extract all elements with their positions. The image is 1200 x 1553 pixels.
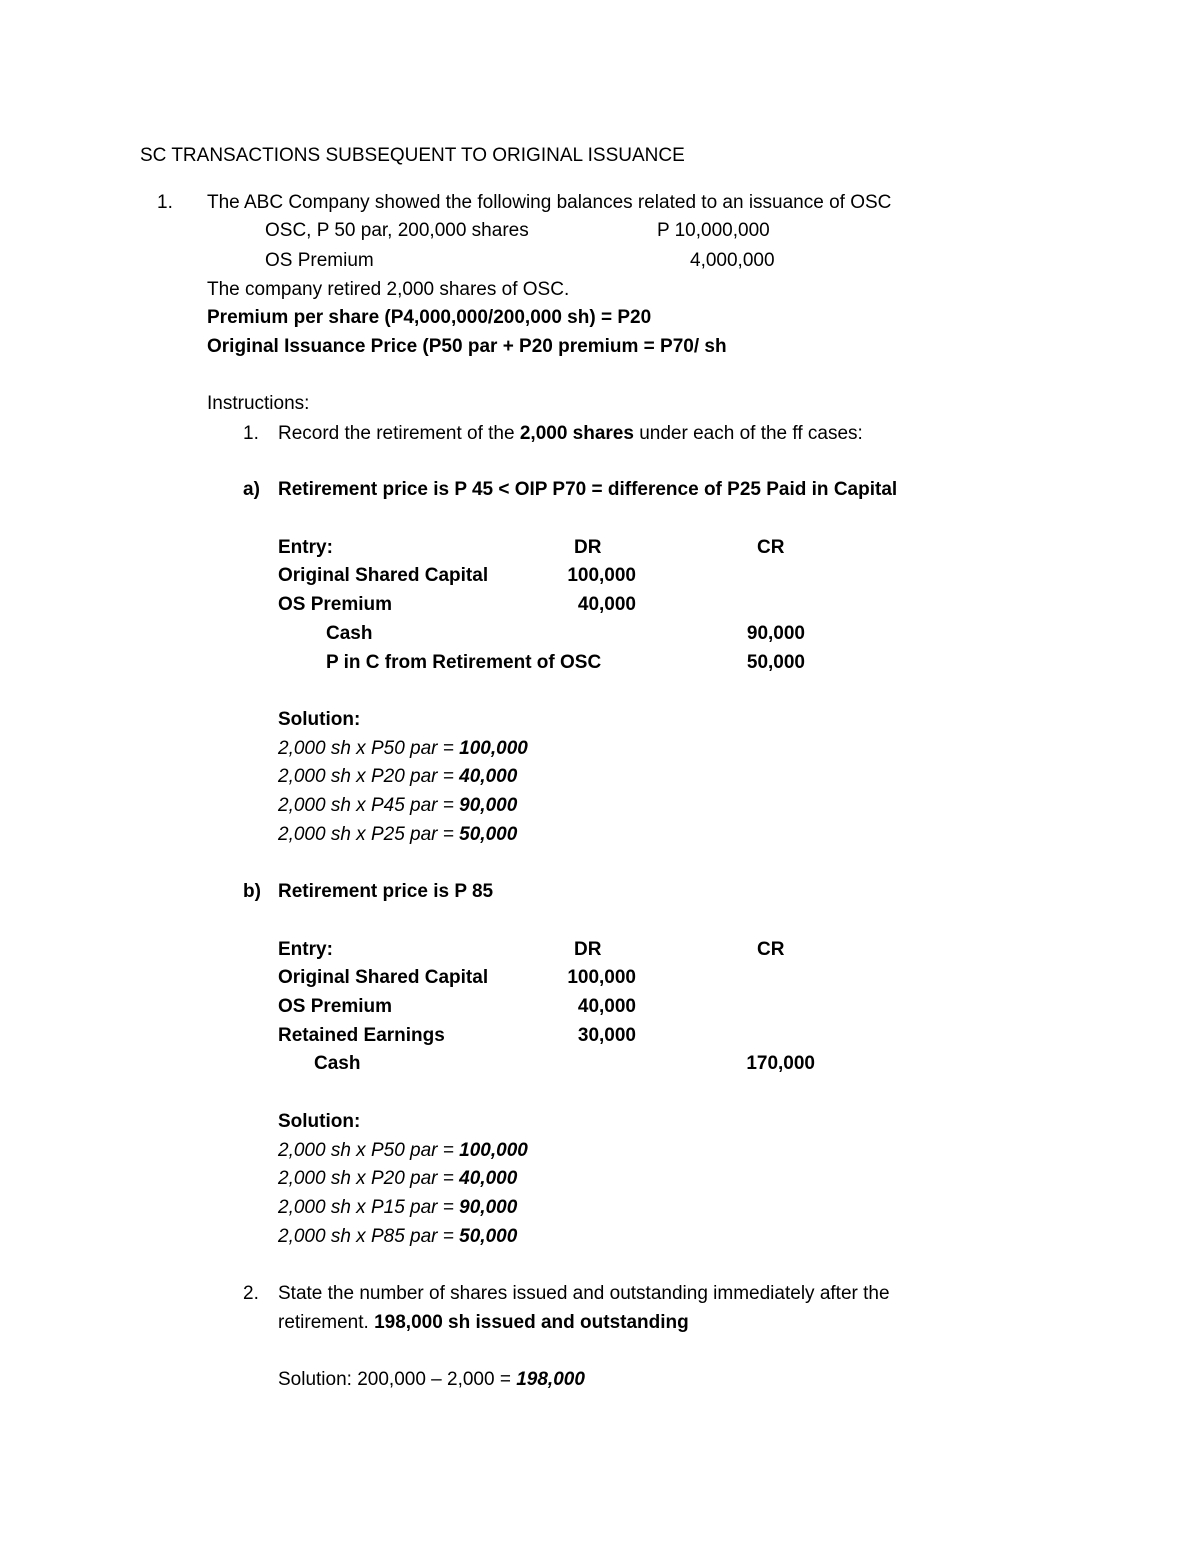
dr-header: DR (574, 939, 602, 960)
cr-header: CR (757, 537, 785, 558)
entry-account: OS Premium (278, 594, 393, 615)
entry-account: OS Premium (278, 996, 393, 1017)
solution-line: 2,000 sh x P85 par = 50,000 (278, 1226, 518, 1247)
solution-line: 2,000 sh x P20 par = 40,000 (278, 766, 518, 787)
instruction-answer: retirement. 198,000 sh issued and outstanding (278, 1312, 689, 1333)
entry-label: Entry: (278, 537, 333, 558)
solution-line: 2,000 sh x P15 par = 90,000 (278, 1197, 518, 1218)
page-title: SC TRANSACTIONS SUBSEQUENT TO ORIGINAL ISSUANCE (140, 145, 685, 166)
balance-amount: P 10,000,000 (657, 220, 770, 241)
entry-cr: 170,000 (746, 1053, 815, 1074)
entry-account: Original Shared Capital (278, 565, 489, 586)
instruction-text: State the number of shares issued and outstanding immediately after the (278, 1283, 890, 1304)
entry-cr: 90,000 (746, 623, 805, 644)
retired-text: The company retired 2,000 shares of OSC. (207, 279, 570, 300)
case-letter: b) (243, 881, 261, 902)
cr-header: CR (757, 939, 785, 960)
solution-line: 2,000 sh x P50 par = 100,000 (278, 738, 528, 759)
solution-label: Solution: (278, 1111, 361, 1132)
instruction-text: Record the retirement of the 2,000 shares under each of the ff cases: (278, 423, 863, 444)
entry-account: Cash (326, 623, 373, 644)
entry-dr: 100,000 (567, 565, 636, 586)
problem-intro: The ABC Company showed the following balances related to an issuance of OSC (207, 192, 892, 213)
entry-dr: 40,000 (577, 594, 636, 615)
case-letter: a) (243, 479, 260, 500)
case-heading: Retirement price is P 85 (278, 881, 494, 902)
dr-header: DR (574, 537, 602, 558)
balance-label: OSC, P 50 par, 200,000 shares (265, 220, 529, 241)
solution-line: 2,000 sh x P25 par = 50,000 (278, 824, 518, 845)
case-heading: Retirement price is P 45 < OIP P70 = difference of P25 Paid in Capital (278, 479, 898, 500)
entry-account: Retained Earnings (278, 1025, 445, 1046)
solution-line: 2,000 sh x P20 par = 40,000 (278, 1168, 518, 1189)
entry-dr: 40,000 (577, 996, 636, 1017)
instruction-solution: Solution: 200,000 – 2,000 = 198,000 (278, 1369, 585, 1390)
balance-label: OS Premium (265, 250, 374, 271)
entry-account: Cash (314, 1053, 361, 1074)
entry-dr: 30,000 (577, 1025, 636, 1046)
solution-line: 2,000 sh x P45 par = 90,000 (278, 795, 518, 816)
original-issuance-price: Original Issuance Price (P50 par + P20 premium = P70/ sh (207, 336, 727, 357)
balance-amount: 4,000,000 (690, 250, 775, 271)
instruction-number: 2. (243, 1283, 259, 1304)
problem-number: 1. (157, 192, 173, 213)
instruction-number: 1. (243, 423, 259, 444)
entry-account: Original Shared Capital (278, 967, 489, 988)
entry-dr: 100,000 (567, 967, 636, 988)
premium-per-share: Premium per share (P4,000,000/200,000 sh) = P20 (207, 307, 652, 328)
entry-account: P in C from Retirement of OSC (326, 652, 602, 673)
entry-cr: 50,000 (746, 652, 805, 673)
entry-label: Entry: (278, 939, 333, 960)
solution-line: 2,000 sh x P50 par = 100,000 (278, 1140, 528, 1161)
solution-label: Solution: (278, 709, 361, 730)
instructions-label: Instructions: (207, 393, 310, 414)
